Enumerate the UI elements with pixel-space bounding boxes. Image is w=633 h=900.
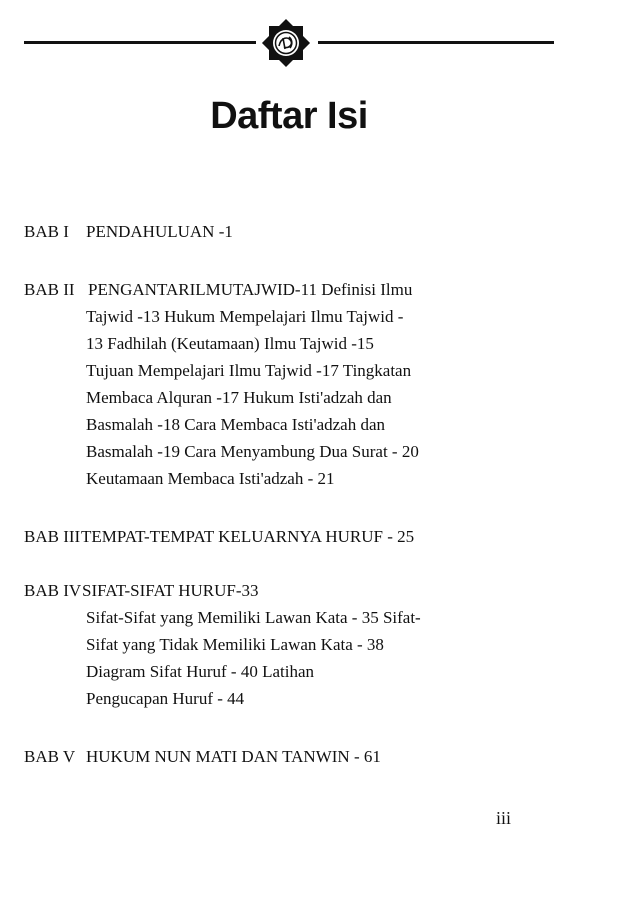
- chapter-text-line: Keutamaan Membaca Isti'adzah - 21: [86, 469, 335, 488]
- chapter-text-line: Basmalah -18 Cara Membaca Isti'adzah dan: [86, 415, 386, 434]
- calligraphy-emblem-icon: [260, 18, 312, 68]
- header-rule-right: [318, 41, 554, 44]
- chapter-text-line: Basmalah -19 Cara Menyambung Dua Surat - 20: [86, 442, 419, 461]
- chapter-text-line: Sifat-Sifat yang Memiliki Lawan Kata - 35 Sifat-: [86, 608, 421, 627]
- chapter-text-line: Tujuan Mempelajari Ilmu Tajwid -17 Tingkatan: [86, 361, 412, 380]
- chapter-text-line: HUKUM NUN MATI DAN TANWIN - 61: [86, 747, 381, 766]
- page-number: iii: [496, 808, 512, 828]
- chapter-label: BAB III: [24, 527, 81, 546]
- chapter-text-line: PENGANTARILMUTAJWID-11 Definisi Ilmu: [88, 280, 413, 299]
- chapter-text-line: 13 Fadhilah (Keutamaan) Ilmu Tajwid -15: [86, 334, 374, 353]
- page-title: Daftar Isi: [210, 95, 368, 137]
- chapter-label: BAB IV: [24, 581, 82, 600]
- chapter-text-line: Membaca Alquran -17 Hukum Isti'adzah dan: [86, 388, 392, 407]
- chapter-label: BAB II: [24, 280, 75, 299]
- chapter-text-line: Tajwid -13 Hukum Mempelajari Ilmu Tajwid -: [86, 307, 404, 326]
- chapter-text-line: TEMPAT-TEMPAT KELUARNYA HURUF - 25: [81, 527, 415, 546]
- header-ornament: [24, 18, 554, 68]
- header-rule-left: [24, 41, 256, 44]
- chapter-text-line: PENDAHULUAN -1: [86, 222, 233, 241]
- chapter-label: BAB V: [24, 747, 76, 766]
- chapter-text-line: Pengucapan Huruf - 44: [86, 689, 245, 708]
- chapter-text-line: Diagram Sifat Huruf - 40 Latihan: [86, 662, 315, 681]
- chapter-text-line: Sifat yang Tidak Memiliki Lawan Kata - 38: [86, 635, 384, 654]
- chapter-text-line: SIFAT-SIFAT HURUF-33: [82, 581, 259, 600]
- chapter-label: BAB I: [24, 222, 69, 241]
